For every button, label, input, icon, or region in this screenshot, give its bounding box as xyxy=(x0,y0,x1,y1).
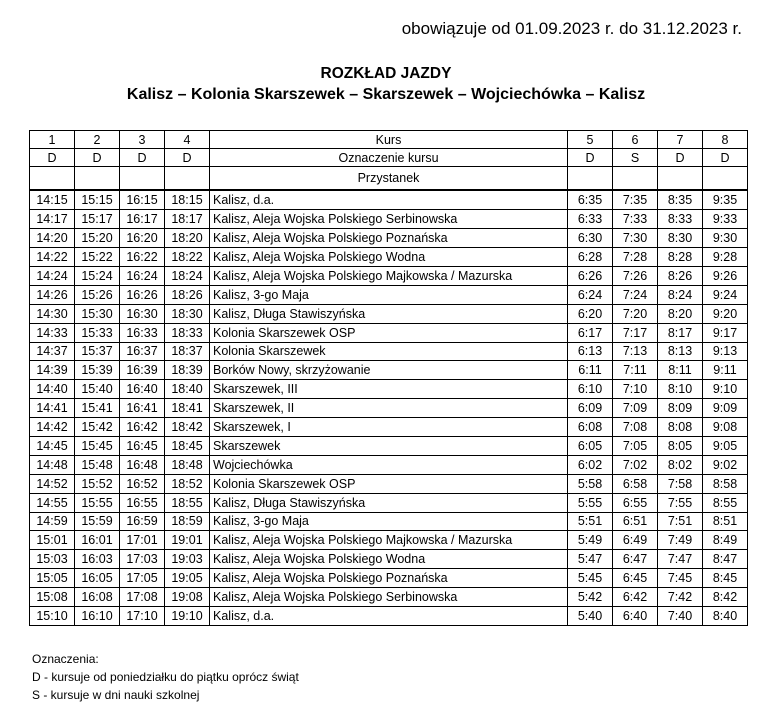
departure-time: 15:20 xyxy=(75,229,120,248)
course-number: 2 xyxy=(75,131,120,149)
departure-time: 18:17 xyxy=(165,210,210,229)
departure-time: 18:45 xyxy=(165,436,210,455)
course-number: 1 xyxy=(30,131,75,149)
course-number: 8 xyxy=(703,131,748,149)
course-number: 5 xyxy=(568,131,613,149)
departure-time: 8:02 xyxy=(658,455,703,474)
departure-time: 17:08 xyxy=(120,588,165,607)
departure-time: 14:42 xyxy=(30,418,75,437)
stop-name: Kolonia Skarszewek xyxy=(210,342,568,361)
departure-time: 15:17 xyxy=(75,210,120,229)
departure-time: 18:24 xyxy=(165,266,210,285)
departure-time: 15:45 xyxy=(75,436,120,455)
departure-time: 6:45 xyxy=(613,569,658,588)
departure-time: 16:15 xyxy=(120,190,165,209)
departure-time: 15:37 xyxy=(75,342,120,361)
departure-time: 16:20 xyxy=(120,229,165,248)
departure-time: 16:17 xyxy=(120,210,165,229)
departure-time: 7:26 xyxy=(613,266,658,285)
departure-time: 7:02 xyxy=(613,455,658,474)
departure-time: 16:41 xyxy=(120,399,165,418)
departure-time: 8:51 xyxy=(703,512,748,531)
departure-time: 15:01 xyxy=(30,531,75,550)
departure-time: 16:33 xyxy=(120,323,165,342)
departure-time: 8:05 xyxy=(658,436,703,455)
departure-time: 17:10 xyxy=(120,606,165,625)
table-row xyxy=(30,436,748,455)
departure-time: 16:40 xyxy=(120,380,165,399)
course-number-row xyxy=(30,131,748,149)
departure-time: 9:08 xyxy=(703,418,748,437)
departure-time: 6:08 xyxy=(568,418,613,437)
departure-time: 7:08 xyxy=(613,418,658,437)
course-marking: D xyxy=(658,149,703,167)
departure-time: 16:37 xyxy=(120,342,165,361)
departure-time: 7:49 xyxy=(658,531,703,550)
departure-time: 9:30 xyxy=(703,229,748,248)
departure-time: 8:47 xyxy=(703,550,748,569)
departure-time: 8:13 xyxy=(658,342,703,361)
departure-time: 17:03 xyxy=(120,550,165,569)
departure-time: 6:42 xyxy=(613,588,658,607)
departure-time: 18:33 xyxy=(165,323,210,342)
validity-period: obowiązuje od 01.09.2023 r. do 31.12.2023 r. xyxy=(401,19,742,38)
departure-time: 15:24 xyxy=(75,266,120,285)
departure-time: 9:05 xyxy=(703,436,748,455)
departure-time: 6:55 xyxy=(613,493,658,512)
course-marking-row xyxy=(30,149,748,167)
departure-time: 8:49 xyxy=(703,531,748,550)
stop-name: Borków Nowy, skrzyżowanie xyxy=(210,361,568,380)
departure-time: 7:55 xyxy=(658,493,703,512)
departure-time: 16:45 xyxy=(120,436,165,455)
stop-name: Kalisz, Aleja Wojska Polskiego Serbinowska xyxy=(210,210,568,229)
departure-time: 14:15 xyxy=(30,190,75,209)
stop-name: Skarszewek, III xyxy=(210,380,568,399)
departure-time: 16:08 xyxy=(75,588,120,607)
departure-time: 15:42 xyxy=(75,418,120,437)
table-row xyxy=(30,248,748,267)
course-number: 7 xyxy=(658,131,703,149)
stop-name: Kalisz, Aleja Wojska Polskiego Wodna xyxy=(210,248,568,267)
table-row xyxy=(30,569,748,588)
departure-time: 15:15 xyxy=(75,190,120,209)
departure-time: 16:42 xyxy=(120,418,165,437)
departure-time: 8:33 xyxy=(658,210,703,229)
departure-time: 9:10 xyxy=(703,380,748,399)
departure-time: 16:52 xyxy=(120,474,165,493)
course-marking: D xyxy=(165,149,210,167)
departure-time: 7:28 xyxy=(613,248,658,267)
course-marking: D xyxy=(120,149,165,167)
course-number: 4 xyxy=(165,131,210,149)
departure-time: 14:48 xyxy=(30,455,75,474)
stop-name: Skarszewek, I xyxy=(210,418,568,437)
departure-time: 6:26 xyxy=(568,266,613,285)
departure-time: 5:51 xyxy=(568,512,613,531)
departure-time: 8:20 xyxy=(658,304,703,323)
departure-time: 18:55 xyxy=(165,493,210,512)
stop-name: Kalisz, Aleja Wojska Polskiego Poznańska xyxy=(210,229,568,248)
empty-cell xyxy=(658,167,703,191)
stop-name: Kalisz, Aleja Wojska Polskiego Wodna xyxy=(210,550,568,569)
stop-name: Skarszewek, II xyxy=(210,399,568,418)
departure-time: 15:41 xyxy=(75,399,120,418)
departure-time: 7:42 xyxy=(658,588,703,607)
departure-time: 14:41 xyxy=(30,399,75,418)
departure-time: 7:58 xyxy=(658,474,703,493)
stop-name: Kalisz, Długa Stawiszyńska xyxy=(210,493,568,512)
empty-cell xyxy=(703,167,748,191)
departure-time: 15:08 xyxy=(30,588,75,607)
departure-time: 18:59 xyxy=(165,512,210,531)
departure-time: 9:02 xyxy=(703,455,748,474)
departure-time: 9:17 xyxy=(703,323,748,342)
departure-time: 8:42 xyxy=(703,588,748,607)
course-marking-label: Oznaczenie kursu xyxy=(210,149,568,167)
departure-time: 8:35 xyxy=(658,190,703,209)
departure-time: 6:10 xyxy=(568,380,613,399)
departure-time: 19:10 xyxy=(165,606,210,625)
departure-time: 9:35 xyxy=(703,190,748,209)
departure-time: 18:41 xyxy=(165,399,210,418)
departure-time: 6:33 xyxy=(568,210,613,229)
table-row xyxy=(30,455,748,474)
course-column-label: Kurs xyxy=(210,131,568,149)
departure-time: 6:05 xyxy=(568,436,613,455)
departure-time: 6:35 xyxy=(568,190,613,209)
departure-time: 14:24 xyxy=(30,266,75,285)
table-row xyxy=(30,304,748,323)
departure-time: 8:08 xyxy=(658,418,703,437)
departure-time: 16:30 xyxy=(120,304,165,323)
departure-time: 14:26 xyxy=(30,285,75,304)
departure-time: 6:17 xyxy=(568,323,613,342)
departure-time: 8:58 xyxy=(703,474,748,493)
table-row xyxy=(30,550,748,569)
route-name: Kalisz – Kolonia Skarszewek – Skarszewek – Wojciechówka – Kalisz xyxy=(126,86,646,103)
departure-time: 18:22 xyxy=(165,248,210,267)
departure-time: 7:35 xyxy=(613,190,658,209)
departure-time: 6:24 xyxy=(568,285,613,304)
departure-time: 5:58 xyxy=(568,474,613,493)
table-row xyxy=(30,210,748,229)
departure-time: 14:20 xyxy=(30,229,75,248)
departure-time: 14:33 xyxy=(30,323,75,342)
departure-time: 6:51 xyxy=(613,512,658,531)
departure-time: 19:01 xyxy=(165,531,210,550)
table-row xyxy=(30,361,748,380)
departure-time: 9:13 xyxy=(703,342,748,361)
departure-time: 14:17 xyxy=(30,210,75,229)
departure-time: 15:55 xyxy=(75,493,120,512)
departure-time: 19:05 xyxy=(165,569,210,588)
departure-time: 7:33 xyxy=(613,210,658,229)
departure-time: 16:05 xyxy=(75,569,120,588)
departure-time: 14:37 xyxy=(30,342,75,361)
departure-time: 6:40 xyxy=(613,606,658,625)
page-title: ROZKŁAD JAZDY xyxy=(320,65,452,82)
departure-time: 17:05 xyxy=(120,569,165,588)
departure-time: 7:11 xyxy=(613,361,658,380)
departure-time: 9:11 xyxy=(703,361,748,380)
departure-time: 7:30 xyxy=(613,229,658,248)
departure-time: 8:09 xyxy=(658,399,703,418)
departure-time: 6:28 xyxy=(568,248,613,267)
legend xyxy=(32,650,299,704)
course-marking: D xyxy=(703,149,748,167)
departure-time: 16:22 xyxy=(120,248,165,267)
departure-time: 14:40 xyxy=(30,380,75,399)
table-row xyxy=(30,285,748,304)
departure-time: 16:10 xyxy=(75,606,120,625)
course-number: 3 xyxy=(120,131,165,149)
departure-time: 5:47 xyxy=(568,550,613,569)
departure-time: 16:59 xyxy=(120,512,165,531)
departure-time: 18:40 xyxy=(165,380,210,399)
departure-time: 17:01 xyxy=(120,531,165,550)
departure-time: 7:20 xyxy=(613,304,658,323)
table-row xyxy=(30,606,748,625)
legend-item: S - kursuje w dni nauki szkolnej xyxy=(32,688,200,702)
departure-time: 7:17 xyxy=(613,323,658,342)
departure-time: 7:05 xyxy=(613,436,658,455)
departure-time: 5:55 xyxy=(568,493,613,512)
departure-time: 9:20 xyxy=(703,304,748,323)
departure-time: 15:30 xyxy=(75,304,120,323)
stop-name: Kalisz, Aleja Wojska Polskiego Majkowska / Mazurska xyxy=(210,531,568,550)
departure-time: 18:26 xyxy=(165,285,210,304)
departure-time: 15:03 xyxy=(30,550,75,569)
departure-time: 15:59 xyxy=(75,512,120,531)
table-row xyxy=(30,399,748,418)
departure-time: 18:37 xyxy=(165,342,210,361)
departure-time: 18:20 xyxy=(165,229,210,248)
departure-time: 18:48 xyxy=(165,455,210,474)
stop-name: Kalisz, d.a. xyxy=(210,190,568,209)
departure-time: 15:22 xyxy=(75,248,120,267)
table-row xyxy=(30,190,748,209)
legend-item: D - kursuje od poniedziałku do piątku oprócz świąt xyxy=(32,670,299,684)
stop-name: Kolonia Skarszewek OSP xyxy=(210,474,568,493)
departure-time: 14:22 xyxy=(30,248,75,267)
departure-time: 16:03 xyxy=(75,550,120,569)
departure-time: 6:49 xyxy=(613,531,658,550)
departure-time: 8:10 xyxy=(658,380,703,399)
departure-time: 7:51 xyxy=(658,512,703,531)
stop-name: Kalisz, Aleja Wojska Polskiego Majkowska / Mazurska xyxy=(210,266,568,285)
departure-time: 14:59 xyxy=(30,512,75,531)
departure-time: 16:48 xyxy=(120,455,165,474)
departure-time: 8:30 xyxy=(658,229,703,248)
departure-time: 9:28 xyxy=(703,248,748,267)
departure-time: 14:30 xyxy=(30,304,75,323)
departure-time: 8:55 xyxy=(703,493,748,512)
departure-time: 7:40 xyxy=(658,606,703,625)
departure-time: 6:47 xyxy=(613,550,658,569)
course-marking: D xyxy=(30,149,75,167)
departure-time: 18:42 xyxy=(165,418,210,437)
course-marking: D xyxy=(568,149,613,167)
departure-time: 8:26 xyxy=(658,266,703,285)
departure-time: 6:09 xyxy=(568,399,613,418)
departure-time: 5:42 xyxy=(568,588,613,607)
stop-name: Kalisz, d.a. xyxy=(210,606,568,625)
table-row xyxy=(30,474,748,493)
departure-time: 15:52 xyxy=(75,474,120,493)
table-row xyxy=(30,531,748,550)
departure-time: 6:30 xyxy=(568,229,613,248)
departure-time: 9:33 xyxy=(703,210,748,229)
departure-time: 7:45 xyxy=(658,569,703,588)
departure-time: 7:09 xyxy=(613,399,658,418)
departure-time: 7:13 xyxy=(613,342,658,361)
stop-name: Kolonia Skarszewek OSP xyxy=(210,323,568,342)
course-number: 6 xyxy=(613,131,658,149)
table-row xyxy=(30,266,748,285)
stop-name: Kalisz, 3-go Maja xyxy=(210,512,568,531)
table-row xyxy=(30,493,748,512)
departure-time: 16:55 xyxy=(120,493,165,512)
departure-time: 18:52 xyxy=(165,474,210,493)
departure-time: 16:01 xyxy=(75,531,120,550)
empty-cell xyxy=(120,167,165,191)
stop-column-label: Przystanek xyxy=(210,167,568,191)
departure-time: 14:39 xyxy=(30,361,75,380)
departure-time: 8:11 xyxy=(658,361,703,380)
departure-time: 7:47 xyxy=(658,550,703,569)
departure-time: 8:17 xyxy=(658,323,703,342)
departure-time: 19:03 xyxy=(165,550,210,569)
departure-time: 15:10 xyxy=(30,606,75,625)
departure-time: 6:13 xyxy=(568,342,613,361)
departure-time: 9:09 xyxy=(703,399,748,418)
table-row xyxy=(30,229,748,248)
departure-time: 14:55 xyxy=(30,493,75,512)
course-marking: S xyxy=(613,149,658,167)
stop-name: Kalisz, Długa Stawiszyńska xyxy=(210,304,568,323)
table-row xyxy=(30,512,748,531)
departure-time: 18:15 xyxy=(165,190,210,209)
departure-time: 19:08 xyxy=(165,588,210,607)
table-row xyxy=(30,418,748,437)
departure-time: 6:11 xyxy=(568,361,613,380)
empty-cell xyxy=(30,167,75,191)
empty-cell xyxy=(165,167,210,191)
departure-time: 8:40 xyxy=(703,606,748,625)
departure-time: 16:26 xyxy=(120,285,165,304)
table-row xyxy=(30,380,748,399)
departure-time: 8:24 xyxy=(658,285,703,304)
stop-name: Kalisz, 3-go Maja xyxy=(210,285,568,304)
stop-name: Wojciechówka xyxy=(210,455,568,474)
empty-cell xyxy=(613,167,658,191)
departure-time: 14:52 xyxy=(30,474,75,493)
departure-time: 18:39 xyxy=(165,361,210,380)
departure-time: 6:58 xyxy=(613,474,658,493)
departure-time: 15:40 xyxy=(75,380,120,399)
departure-time: 16:24 xyxy=(120,266,165,285)
departure-time: 14:45 xyxy=(30,436,75,455)
departure-time: 7:24 xyxy=(613,285,658,304)
stop-name: Skarszewek xyxy=(210,436,568,455)
table-row xyxy=(30,588,748,607)
departure-time: 7:10 xyxy=(613,380,658,399)
stop-name: Kalisz, Aleja Wojska Polskiego Serbinowska xyxy=(210,588,568,607)
stop-header-row xyxy=(30,167,748,191)
course-marking: D xyxy=(75,149,120,167)
departure-time: 15:33 xyxy=(75,323,120,342)
departure-time: 5:45 xyxy=(568,569,613,588)
departure-time: 18:30 xyxy=(165,304,210,323)
legend-heading: Oznaczenia: xyxy=(32,652,99,666)
timetable xyxy=(29,130,748,626)
departure-time: 5:40 xyxy=(568,606,613,625)
departure-time: 16:39 xyxy=(120,361,165,380)
departure-time: 15:39 xyxy=(75,361,120,380)
departure-time: 15:48 xyxy=(75,455,120,474)
departure-time: 15:26 xyxy=(75,285,120,304)
departure-time: 9:26 xyxy=(703,266,748,285)
departure-time: 6:20 xyxy=(568,304,613,323)
departure-time: 15:05 xyxy=(30,569,75,588)
departure-time: 6:02 xyxy=(568,455,613,474)
stop-name: Kalisz, Aleja Wojska Polskiego Poznańska xyxy=(210,569,568,588)
empty-cell xyxy=(75,167,120,191)
table-row xyxy=(30,323,748,342)
departure-time: 9:24 xyxy=(703,285,748,304)
departure-time: 8:28 xyxy=(658,248,703,267)
departure-time: 5:49 xyxy=(568,531,613,550)
table-row xyxy=(30,342,748,361)
empty-cell xyxy=(568,167,613,191)
departure-time: 8:45 xyxy=(703,569,748,588)
